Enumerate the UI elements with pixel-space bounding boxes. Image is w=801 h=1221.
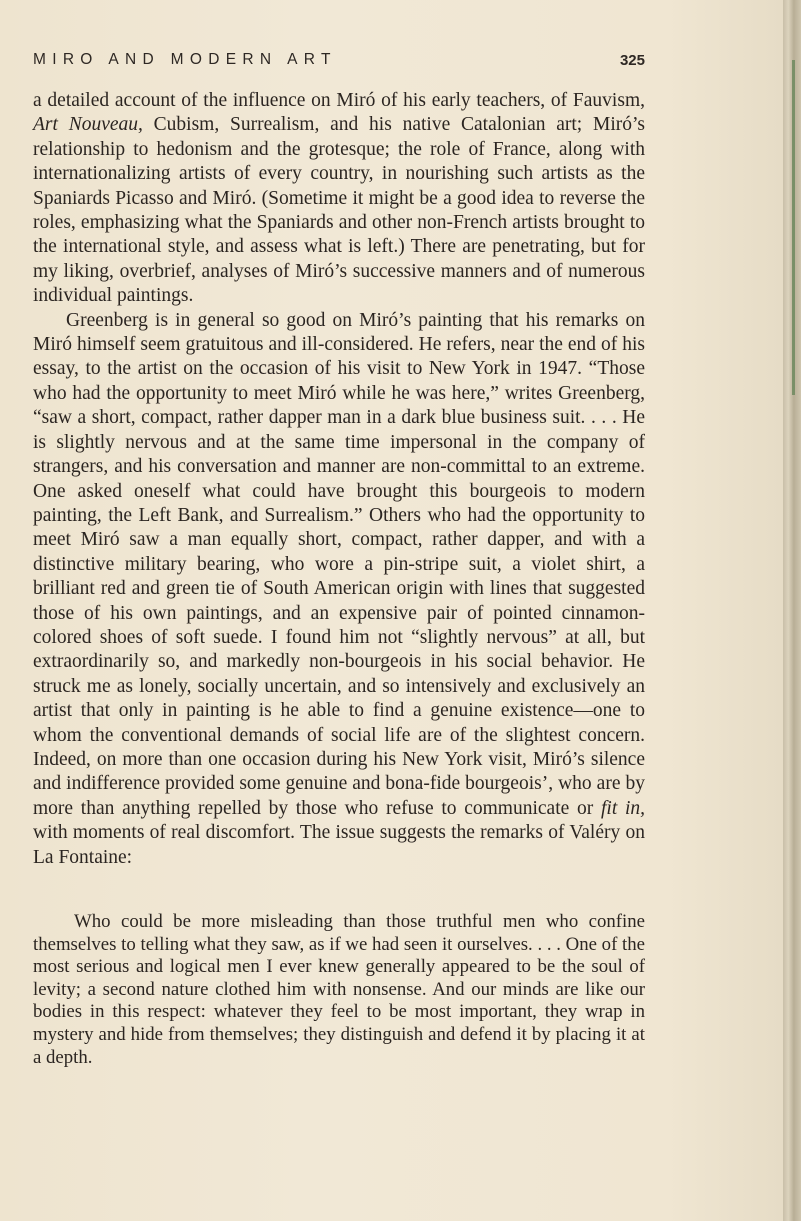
block-quote-text: Who could be more misleading than those truthful men who confine themselves to telling what they saw, as if we had seen it ourselves. . . . One of the most serious and logical men I ever knew generally appeared to be the soul of levity; a second nature clothed him with nonsense. And our minds are like our bodies in this respect: whatever they feel to be most important, they wrap in mystery and hide from themselves; they distinguish and defend it by placing it at a depth.: [33, 911, 645, 1068]
book-spine-edge: [783, 0, 801, 1221]
spine-color-mark: [792, 60, 795, 395]
page-number: 325: [619, 51, 645, 69]
block-quote: [33, 911, 645, 1069]
italic-phrase: fit in,: [600, 797, 646, 819]
text-run: a detailed account of the influence on Miró of his early teachers, of Fauvism,: [33, 90, 645, 111]
running-title: MIRO AND MODERN ART: [33, 51, 337, 68]
paragraph-2: [33, 309, 645, 870]
text-run: Greenberg is in general so good on Miró’s painting that his remarks on Miró himself seem gratuitous and ill-considered. He refers, near the end of his essay, to the artist on the occasion of his visit to New York in 1947. “Those who had the opportunity to meet Miró while he was here,” writes Greenberg, “saw a short, compact, rather dapper man in a dark blue business suit. . . . He is slightly nervous and at the same time impersonal in the company of strangers, and his conversation and manner are non-committal to an extreme. One asked oneself what could have brought this bourgeois to modern painting, the Left Bank, and Surrealism.” Others who had the opportunity to meet Miró saw a man equally short, compact, rather dapper, and with a distinctive military bearing, who wore a pin-stripe suit, a violet shirt, a brilliant red and green tie of South American origin with lines that suggested those of his own paintings, and an expensive pair of pointed cinnamon-colored shoes of soft suede. I found him not “slightly nervous” at all, but extraordinarily so, and markedly non-bourgeois in his social behavior. He struck me as lonely, socially uncertain, and so intensively and exclusively an artist that only in painting is he able to find a genuine existence—one to whom the conventional demands of social life are of the slightest concern. Indeed, on more than one occasion during his New York visit, Miró’s silence and indifference provided some genuine and bona-fide bourgeois’, who are by more than anything repelled by those who refuse to communicate or: [33, 309, 645, 819]
paragraph-1: [33, 89, 645, 309]
text-run: with moments of real discomfort. The issue suggests the remarks of Valéry on La Fontaine:: [33, 822, 645, 868]
text-run: Cubism, Surrealism, and his native Catalonian art; Miró’s relationship to hedonism and the grotesque; the role of France, along with internationalizing artists of every country, in nourishing such artists as the Spaniards Picasso and Miró. (Sometime it might be a good idea to reverse the roles, emphasizing what the Spaniards and other non-French artists brought to the international style, and assess what is left.) There are penetrating, but for my liking, overbrief, analyses of Miró’s successive manners and of numerous individual paintings.: [33, 114, 646, 307]
body-text: [33, 89, 645, 870]
running-head: [33, 48, 645, 72]
italic-phrase: Art Nouveau,: [33, 114, 143, 136]
